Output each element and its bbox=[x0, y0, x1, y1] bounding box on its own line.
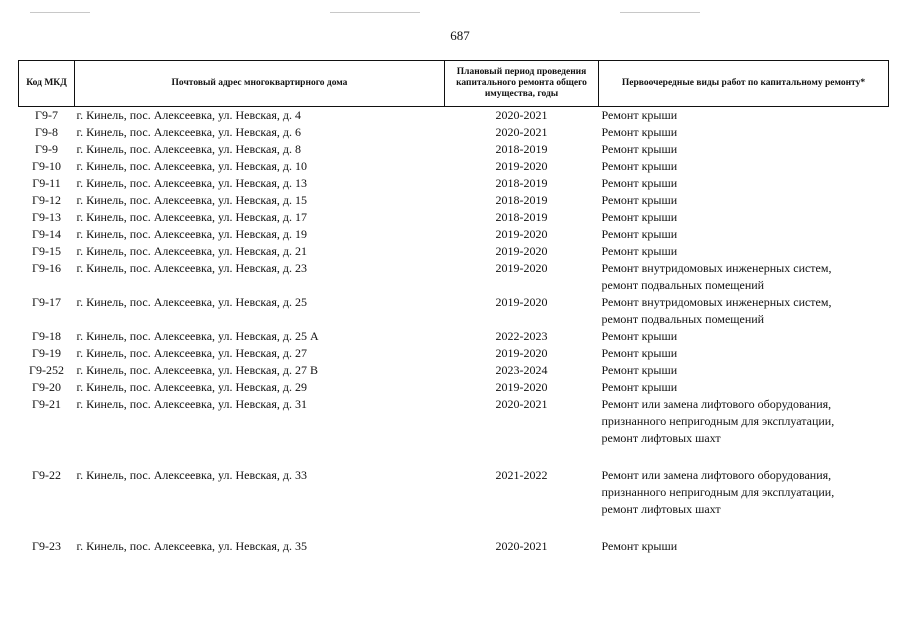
work-line: Ремонт крыши bbox=[601, 108, 678, 122]
row-period: 2019-2020 bbox=[495, 346, 548, 360]
scan-artifact-line bbox=[330, 12, 420, 13]
row-code: Г9-9 bbox=[35, 142, 58, 156]
spacer-row bbox=[19, 447, 889, 467]
row-period: 2018-2019 bbox=[495, 193, 548, 207]
table-row bbox=[19, 192, 889, 209]
row-works bbox=[599, 124, 889, 141]
row-code: Г9-17 bbox=[32, 295, 61, 309]
scan-artifact-line bbox=[30, 12, 90, 13]
table-row bbox=[19, 538, 889, 555]
row-address: г. Кинель, пос. Алексеевка, ул. Невская, д. 25 А bbox=[76, 329, 319, 343]
row-works bbox=[599, 345, 889, 362]
row-works bbox=[599, 226, 889, 243]
row-code: Г9-11 bbox=[32, 176, 61, 190]
work-line: Ремонт крыши bbox=[601, 346, 678, 360]
table-row bbox=[19, 107, 889, 125]
row-code: Г9-22 bbox=[32, 468, 61, 482]
row-address: г. Кинель, пос. Алексеевка, ул. Невская, д. 27 В bbox=[76, 363, 319, 377]
row-code: Г9-20 bbox=[32, 380, 61, 394]
work-line: ремонт подвальных помещений bbox=[601, 278, 765, 292]
row-works bbox=[599, 192, 889, 209]
row-address: г. Кинель, пос. Алексеевка, ул. Невская, д. 17 bbox=[76, 210, 308, 224]
row-code: Г9-13 bbox=[32, 210, 61, 224]
row-code: Г9-15 bbox=[32, 244, 61, 258]
row-works bbox=[599, 260, 889, 294]
table-row bbox=[19, 379, 889, 396]
row-address: г. Кинель, пос. Алексеевка, ул. Невская, д. 27 bbox=[76, 346, 308, 360]
table-header-row bbox=[19, 61, 889, 107]
row-works bbox=[599, 107, 889, 125]
row-period: 2019-2020 bbox=[495, 244, 548, 258]
row-period: 2020-2021 bbox=[495, 125, 548, 139]
table-row bbox=[19, 260, 889, 294]
row-code: Г9-12 bbox=[32, 193, 61, 207]
scan-artifact-line bbox=[620, 12, 700, 13]
row-code: Г9-21 bbox=[32, 397, 61, 411]
work-line: ремонт лифтовых шахт bbox=[601, 431, 721, 445]
row-works bbox=[599, 141, 889, 158]
row-code: Г9-8 bbox=[35, 125, 58, 139]
row-address: г. Кинель, пос. Алексеевка, ул. Невская, д. 33 bbox=[76, 468, 308, 482]
row-period: 2019-2020 bbox=[495, 159, 548, 173]
work-line: признанного непригодным для эксплуатации, bbox=[601, 414, 835, 428]
row-code: Г9-16 bbox=[32, 261, 61, 275]
row-works bbox=[599, 175, 889, 192]
row-period: 2018-2019 bbox=[495, 176, 548, 190]
table-row bbox=[19, 175, 889, 192]
row-works bbox=[599, 379, 889, 396]
row-address: г. Кинель, пос. Алексеевка, ул. Невская, д. 10 bbox=[76, 159, 308, 173]
row-works bbox=[599, 328, 889, 345]
row-code: Г9-7 bbox=[35, 108, 58, 122]
work-line: Ремонт крыши bbox=[601, 329, 678, 343]
table-row bbox=[19, 294, 889, 328]
row-address: г. Кинель, пос. Алексеевка, ул. Невская, д. 15 bbox=[76, 193, 308, 207]
row-address: г. Кинель, пос. Алексеевка, ул. Невская, д. 19 bbox=[76, 227, 308, 241]
row-address: г. Кинель, пос. Алексеевка, ул. Невская, д. 31 bbox=[76, 397, 308, 411]
row-works bbox=[599, 243, 889, 260]
row-period: 2018-2019 bbox=[495, 210, 548, 224]
work-line: ремонт лифтовых шахт bbox=[601, 502, 721, 516]
row-address: г. Кинель, пос. Алексеевка, ул. Невская, д. 23 bbox=[76, 261, 308, 275]
table-row bbox=[19, 243, 889, 260]
row-works bbox=[599, 209, 889, 226]
row-works bbox=[599, 294, 889, 328]
row-period: 2019-2020 bbox=[495, 227, 548, 241]
work-line: признанного непригодным для эксплуатации, bbox=[601, 485, 835, 499]
work-line: Ремонт крыши bbox=[601, 363, 678, 377]
row-address: г. Кинель, пос. Алексеевка, ул. Невская, д. 13 bbox=[76, 176, 308, 190]
table-row bbox=[19, 141, 889, 158]
table-body bbox=[19, 107, 889, 556]
header-works: Первоочередные виды работ по капитальному ремонту* bbox=[599, 61, 889, 107]
row-address: г. Кинель, пос. Алексеевка, ул. Невская, д. 4 bbox=[76, 108, 302, 122]
row-address: г. Кинель, пос. Алексеевка, ул. Невская, д. 25 bbox=[76, 295, 308, 309]
work-line: Ремонт крыши bbox=[601, 210, 678, 224]
work-line: Ремонт крыши bbox=[601, 125, 678, 139]
table-row bbox=[19, 328, 889, 345]
work-line: Ремонт крыши bbox=[601, 244, 678, 258]
work-line: Ремонт или замена лифтового оборудования, bbox=[601, 468, 832, 482]
work-line: Ремонт крыши bbox=[601, 380, 678, 394]
row-period: 2019-2020 bbox=[495, 380, 548, 394]
spacer-row bbox=[19, 518, 889, 538]
row-address: г. Кинель, пос. Алексеевка, ул. Невская, д. 6 bbox=[76, 125, 302, 139]
row-code: Г9-14 bbox=[32, 227, 61, 241]
header-code: Код МКД bbox=[19, 61, 75, 107]
row-period: 2023-2024 bbox=[495, 363, 548, 377]
row-code: Г9-19 bbox=[32, 346, 61, 360]
row-works bbox=[599, 158, 889, 175]
row-period: 2019-2020 bbox=[495, 295, 548, 309]
work-line: Ремонт внутридомовых инженерных систем, bbox=[601, 261, 832, 275]
header-period: Плановый период проведения капитального ремонта общего имущества, годы bbox=[445, 61, 599, 107]
work-line: Ремонт крыши bbox=[601, 227, 678, 241]
row-period: 2019-2020 bbox=[495, 261, 548, 275]
work-line: Ремонт крыши bbox=[601, 193, 678, 207]
page-number: 687 bbox=[450, 28, 470, 43]
row-works bbox=[599, 396, 889, 447]
row-period: 2020-2021 bbox=[495, 539, 548, 553]
row-works bbox=[599, 538, 889, 555]
work-line: Ремонт крыши bbox=[601, 176, 678, 190]
row-works bbox=[599, 467, 889, 518]
row-period: 2018-2019 bbox=[495, 142, 548, 156]
table-row bbox=[19, 396, 889, 447]
table-row bbox=[19, 158, 889, 175]
row-address: г. Кинель, пос. Алексеевка, ул. Невская, д. 8 bbox=[76, 142, 302, 156]
row-period: 2021-2022 bbox=[495, 468, 548, 482]
table-row bbox=[19, 209, 889, 226]
table-row bbox=[19, 362, 889, 379]
table-row bbox=[19, 226, 889, 243]
table-row bbox=[19, 345, 889, 362]
row-code: Г9-252 bbox=[29, 363, 64, 377]
row-period: 2020-2021 bbox=[495, 108, 548, 122]
work-line: Ремонт крыши bbox=[601, 142, 678, 156]
work-line: Ремонт крыши bbox=[601, 159, 678, 173]
capital-repair-table bbox=[18, 60, 889, 555]
row-code: Г9-18 bbox=[32, 329, 61, 343]
table-row bbox=[19, 124, 889, 141]
work-line: Ремонт внутридомовых инженерных систем, bbox=[601, 295, 832, 309]
work-line: Ремонт крыши bbox=[601, 539, 678, 553]
row-code: Г9-10 bbox=[32, 159, 61, 173]
row-address: г. Кинель, пос. Алексеевка, ул. Невская, д. 35 bbox=[76, 539, 308, 553]
header-address: Почтовый адрес многоквартирного дома bbox=[75, 61, 445, 107]
row-address: г. Кинель, пос. Алексеевка, ул. Невская, д. 29 bbox=[76, 380, 308, 394]
row-period: 2020-2021 bbox=[495, 397, 548, 411]
work-line: ремонт подвальных помещений bbox=[601, 312, 765, 326]
table-row bbox=[19, 467, 889, 518]
row-period: 2022-2023 bbox=[495, 329, 548, 343]
row-code: Г9-23 bbox=[32, 539, 61, 553]
work-line: Ремонт или замена лифтового оборудования, bbox=[601, 397, 832, 411]
row-address: г. Кинель, пос. Алексеевка, ул. Невская, д. 21 bbox=[76, 244, 308, 258]
row-works bbox=[599, 362, 889, 379]
